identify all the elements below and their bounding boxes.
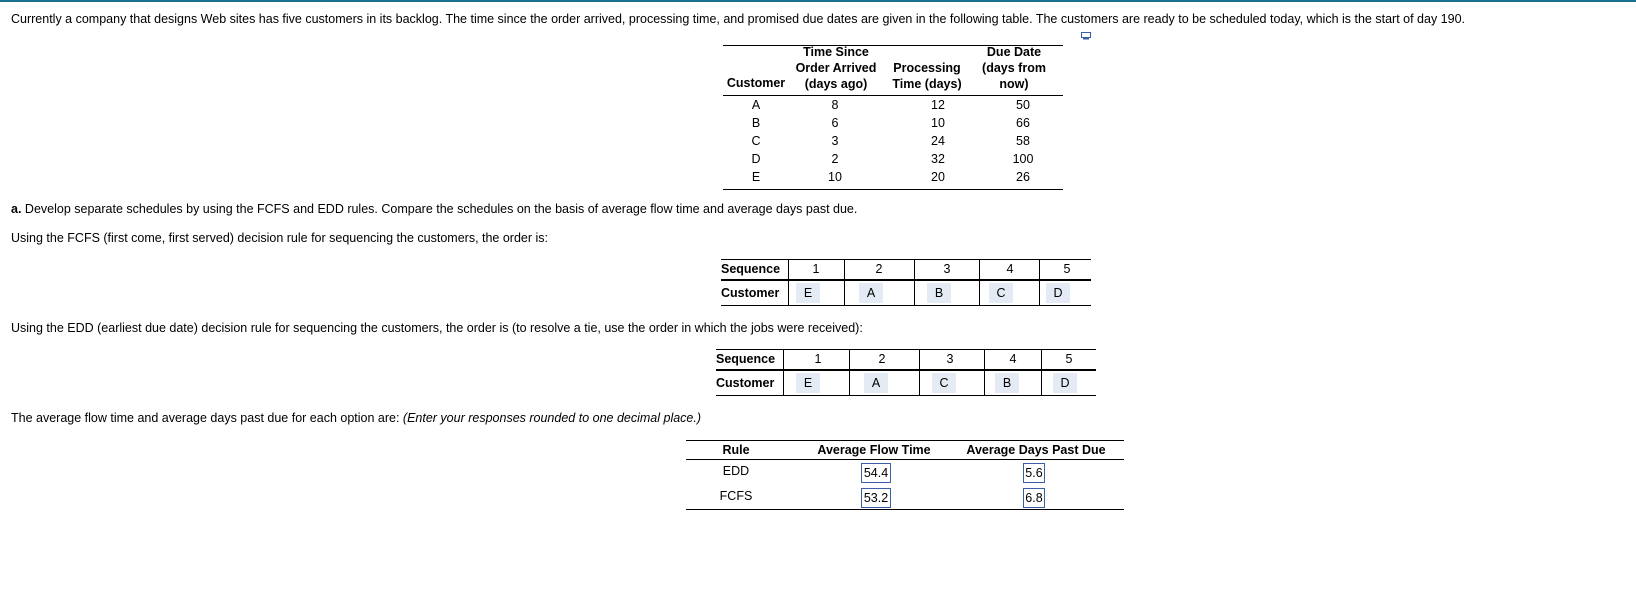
customer-label: Customer: [721, 286, 780, 300]
sequence-number: 3: [943, 262, 951, 276]
rule: [788, 259, 789, 306]
rule: [1039, 259, 1040, 306]
cell-time-since: 6: [831, 116, 839, 130]
cell-processing: 12: [931, 98, 945, 112]
rule: [844, 259, 845, 306]
header-average-flow-time: Average Flow Time: [817, 443, 931, 457]
cell-customer: A: [751, 98, 761, 112]
customer-label: Customer: [716, 376, 775, 390]
edd-intro-text: Using the EDD (earliest due date) decision rule for sequencing the customers, the order is (to resolve a tie, use the order in which the jobs were received):: [11, 321, 863, 335]
rule-name: EDD: [722, 464, 750, 478]
rule: [1041, 349, 1042, 396]
rule: [721, 279, 1091, 281]
cell-processing: 20: [931, 170, 945, 184]
sequence-number: 5: [1065, 352, 1073, 366]
cell-processing: 24: [931, 134, 945, 148]
header-due-date: Due Date (days from now): [982, 45, 1046, 91]
cell-customer: B: [751, 116, 761, 130]
rule: [716, 395, 1096, 396]
cell-due: 66: [1016, 116, 1030, 130]
sequence-number: 1: [812, 262, 820, 276]
customer-answer[interactable]: E: [796, 373, 820, 393]
customer-answer[interactable]: D: [1053, 373, 1077, 393]
rule: [686, 440, 1124, 441]
rule: [721, 305, 1091, 306]
cell-time-since: 2: [831, 152, 839, 166]
header-average-days-past-due: Average Days Past Due: [966, 443, 1106, 457]
cell-due: 58: [1016, 134, 1030, 148]
fcfs-intro-text: Using the FCFS (first come, first served) decision rule for sequencing the customers, the order is:: [11, 231, 549, 245]
intro-text: Currently a company that designs Web sites has five customers in its backlog. The time since the order arrived, processing time, and promised due dates are given in the following table. The customers are ready to be scheduled today, which is the start of day 190.: [11, 12, 1465, 26]
edd-average-days-past-due-input[interactable]: 5.6: [1023, 463, 1045, 483]
cell-time-since: 8: [831, 98, 839, 112]
cell-processing: 10: [931, 116, 945, 130]
customer-answer[interactable]: B: [927, 283, 951, 303]
fcfs-average-flow-time-input[interactable]: 53.2: [861, 488, 891, 508]
cell-due: 26: [1016, 170, 1030, 184]
customer-answer[interactable]: A: [859, 283, 883, 303]
rule: [716, 349, 1096, 350]
rule: [716, 369, 1096, 371]
part-a-prompt: [11, 202, 857, 216]
cell-time-since: 3: [831, 134, 839, 148]
customer-answer[interactable]: E: [796, 283, 820, 303]
rule: [919, 349, 920, 396]
header-rule: Rule: [722, 443, 750, 457]
rule: [849, 349, 850, 396]
results-note: (Enter your responses rounded to one decimal place.): [402, 411, 702, 425]
rule: [686, 459, 1124, 460]
sequence-number: 4: [1009, 352, 1017, 366]
sequence-number: 5: [1063, 262, 1071, 276]
header-customer: Customer: [726, 76, 786, 90]
customer-answer[interactable]: C: [932, 373, 956, 393]
rule: [721, 259, 1091, 260]
sequence-label: Sequence: [716, 352, 776, 366]
rule-name: FCFS: [719, 489, 753, 503]
top-accent-line: [0, 0, 1636, 2]
part-a-text: Develop separate schedules by using the FCFS and EDD rules. Compare the schedules on the basis of average flow time and average days past due.: [24, 202, 858, 216]
cell-due: 50: [1016, 98, 1030, 112]
cell-time-since: 10: [828, 170, 842, 184]
sequence-number: 2: [875, 262, 883, 276]
cell-processing: 32: [931, 152, 945, 166]
cell-customer: C: [751, 134, 761, 148]
sequence-number: 2: [878, 352, 886, 366]
header-processing-time: Processing Time (days): [892, 61, 962, 91]
results-intro-text: [11, 411, 701, 425]
cell-customer: E: [751, 170, 761, 184]
rule: [686, 509, 1124, 510]
header-time-since: Time Since Order Arrived (days ago): [795, 45, 877, 91]
sequence-number: 1: [814, 352, 822, 366]
customer-answer[interactable]: A: [864, 373, 888, 393]
rule: [979, 259, 980, 306]
sequence-number: 4: [1006, 262, 1014, 276]
sequence-label: Sequence: [721, 262, 781, 276]
customer-answer[interactable]: B: [995, 373, 1019, 393]
cell-due: 100: [1012, 152, 1034, 166]
rule: [914, 259, 915, 306]
sequence-number: 3: [946, 352, 954, 366]
copy-table-icon[interactable]: [1081, 32, 1091, 40]
table-bottom-rule: [723, 189, 1063, 190]
part-a-label: a.: [11, 202, 22, 216]
customer-answer[interactable]: D: [1046, 283, 1070, 303]
edd-average-flow-time-input[interactable]: 54.4: [861, 463, 891, 483]
results-intro: The average flow time and average days past due for each option are:: [11, 411, 400, 425]
rule: [783, 349, 784, 396]
cell-customer: D: [751, 152, 761, 166]
fcfs-average-days-past-due-input[interactable]: 6.8: [1023, 488, 1045, 508]
rule: [984, 349, 985, 396]
customer-answer[interactable]: C: [989, 283, 1013, 303]
